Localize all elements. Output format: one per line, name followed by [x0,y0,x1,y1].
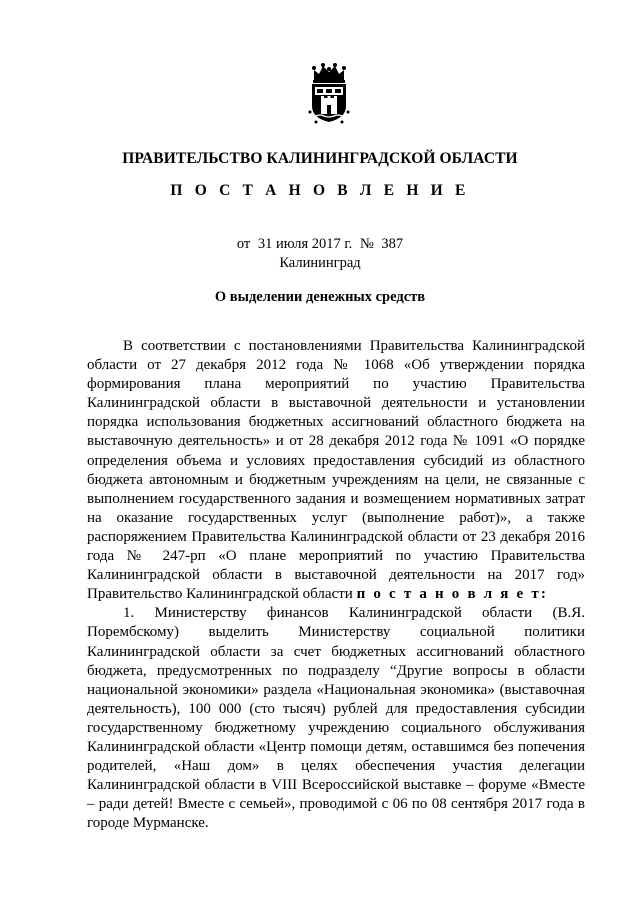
document-body [87,337,585,833]
paragraph-item-1: 1. Министерству финансов Калининградской области (В.Я. Порембскому) выделить Министерству социальной политики Калининградской области за счет бюджетных ассигнований областного бюджета, предусмотренных по подразделу “Другие вопросы в области национальной экономики» раздела «Национальная экономика» (выставочная деятельность), 100 000 (сто тысяч) рублей для предоставления субсидии государственному бюджетному учреждению социального обслуживания Калининградской области «Центр помощи детям, оставшимся без попечения родителей, «Наш дом» в целях обеспечения участия делегации Калининградской области в VIII Всероссийской выставке – форуме «Вместе – ради детей! Вместе с семьей», проводимой с 06 по 08 сентября 2017 года в городе Мурманске. [87,605,585,832]
kaliningrad-coat-of-arms-icon [308,62,350,124]
preamble-text: В соответствии с постановлениями Правительства Калининградской области от 27 декабря 2012 года № 1068 «Об утверждении порядка формирования плана мероприятий по участию Правительства Калининградской области в выставочной деятельности и установлении порядка использования бюджетных ассигнований областного бюджета на выставочную деятельность» и от 28 декабря 2012 года № 1091 «О порядке определения объема и условиях предоставления субсидий из областного бюджета автономным и бюджетным учреждениям на цели, не связанные с выполнением государственного задания и возмещением нормативных затрат на оказание государственных услуг (выполнение работ)», а также распоряжением Правительства Калининградской области от 23 декабря 2016 года № 247-рп «О плане мероприятий по участию Правительства Калининградской области в выставочной деятельности на 2017 год» Правительство Калининградской области [87,338,585,603]
document-date: 31 июля 2017 г. [257,236,353,252]
number-prefix: № [359,236,374,252]
document-subject: О выделении денежных средств [214,289,426,305]
date-number-line [0,236,640,253]
city: Калининград [279,255,361,271]
paragraph-preamble [87,337,585,604]
resolves-word: п о с т а н о в л я е т: [356,586,549,603]
date-prefix: от [236,236,251,252]
document-type: П О С Т А Н О В Л Е Н И Е [170,182,470,199]
document-number: 387 [381,236,404,252]
government-title: ПРАВИТЕЛЬСТВО КАЛИНИНГРАДСКОЙ ОБЛАСТИ [122,150,518,167]
